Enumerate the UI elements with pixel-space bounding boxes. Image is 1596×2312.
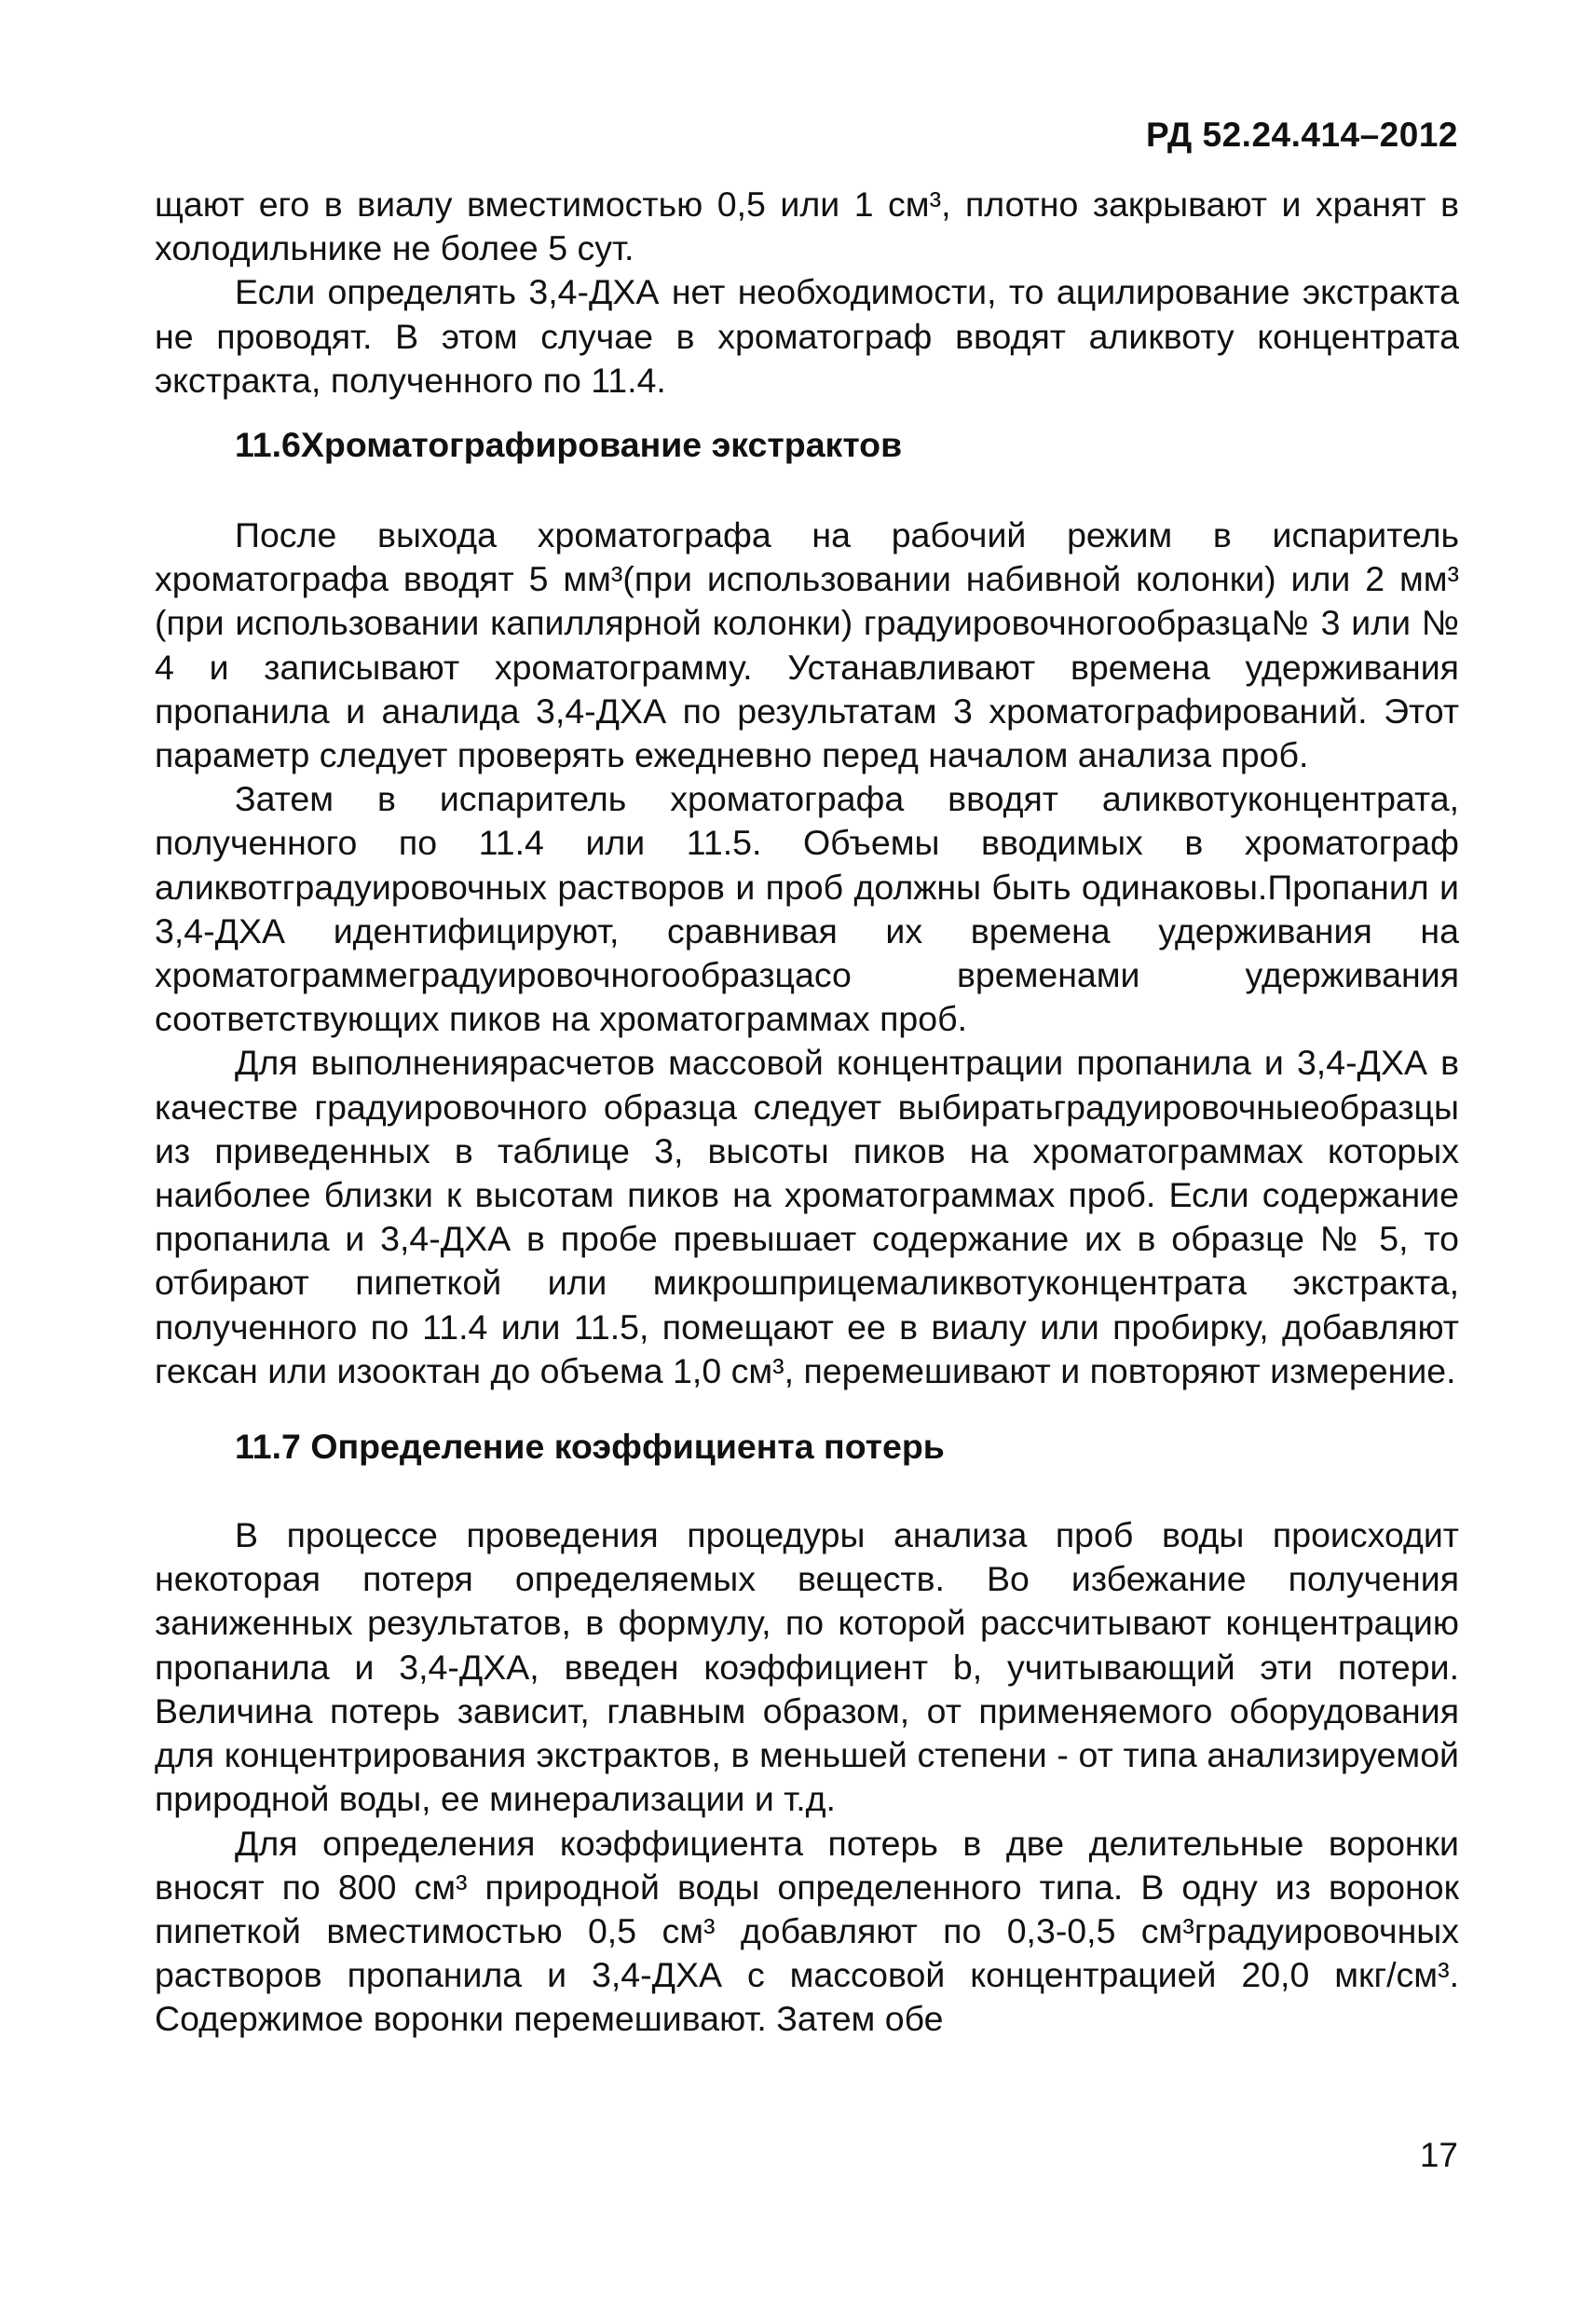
paragraph: Затем в испаритель хроматографа вводят аликвотуконцентрата, полученного по 11.4 или 11.5. Объемы вводимых в хроматограф аликвотградуировочных растворов и проб должны быть одинаковы.Пропанил и 3,4-ДХА идентифицируют, сравнивая их времена удерживания на хроматограммеградуировочногообразцасо временами удерживания соответствующих пиков на хроматограммах проб. bbox=[155, 779, 1459, 1039]
document-code: РД 52.24.414–2012 bbox=[1146, 116, 1458, 154]
paragraph: Для определения коэффициента потерь в две делительные воронки вносят по 800 см³ природной воды определенного типа. В одну из воронок пипеткой вместимостью 0,5 см³ добавляют по 0,3-0,5 см³градуировочных растворов пропанила и 3,4-ДХА с массовой концентрацией 20,0 мкг/см³. Содержимое воронки перемешивают. Затем обе bbox=[155, 1823, 1459, 2039]
paragraph: Если определять 3,4-ДХА нет необходимости, то ацилирование экстракта не проводят. В этом случае в хроматограф вводят аликвоту концентрата экстракта, полученного по 11.4. bbox=[155, 272, 1459, 400]
paragraph: Для выполнениярасчетов массовой концентрации пропанила и 3,4-ДХА в качестве градуировочного образца следует выбиратьградуировочныеобразцы из приведенных в таблице 3, высоты пиков на хроматограммах которых наиболее близки к высотам пиков на хроматограммах проб. Если содержание пропанила и 3,4-ДХА в пробе превышает содержание их в образце № 5, то отбирают пипеткой или микрошприцемаликвотуконцентрата экстракта, полученного по 11.4 или 11.5, помещают ее в виалу или пробирку, добавляют гексан или изооктан до объема 1,0 см³, перемешивают и повторяют измерение. bbox=[155, 1043, 1459, 1390]
paragraph-continuation: щают его в виалу вместимостью 0,5 или 1 см³, плотно закрывают и хранят в холодильнике не более 5 сут. bbox=[155, 185, 1459, 268]
page-number: 17 bbox=[1419, 2136, 1458, 2174]
section-heading-11-6: 11.6Хроматографирование экстрактов bbox=[235, 425, 903, 465]
section-heading-11-7: 11.7 Определение коэффициента потерь bbox=[235, 1427, 945, 1467]
page-content bbox=[155, 183, 1459, 2042]
paragraph: После выхода хроматографа на рабочий режим в испаритель хроматографа вводят 5 мм³(при использовании набивной колонки) или 2 мм³ (при использовании капиллярной колонки) градуировочногообразца№ 3 или № 4 и записывают хроматограмму. Устанавливают времена удерживания пропанила и аналида 3,4-ДХА по результатам 3 хроматографирований. Этот параметр следует проверять ежедневно перед началом анализа проб. bbox=[155, 515, 1459, 775]
paragraph: В процессе проведения процедуры анализа проб воды происходит некоторая потеря определяемых веществ. Во избежание получения заниженных результатов, в формулу, по которой рассчитывают концентрацию пропанила и 3,4-ДХА, введен коэффициент b, учитывающий эти потери. Величина потерь зависит, главным образом, от применяемого оборудования для концентрирования экстрактов, в меньшей степени - от типа анализируемой природной воды, ее минерализации и т.д. bbox=[155, 1515, 1459, 1819]
